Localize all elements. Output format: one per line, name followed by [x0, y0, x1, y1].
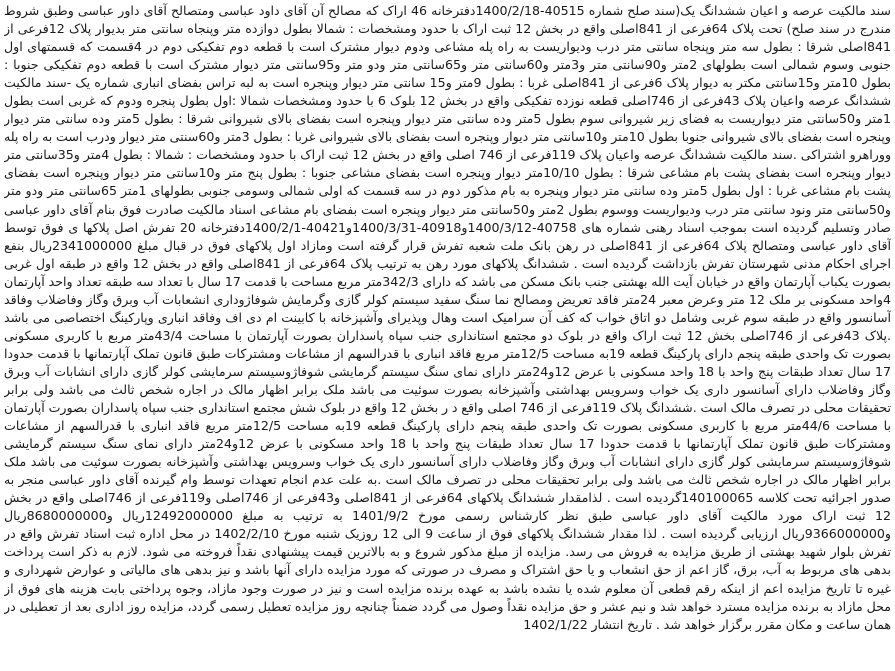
auction-notice-text: سند مالکیت عرصه و اعیان ششدانگ یک(سند صلح شماره 40515-1400/2/18دفترخانه 46 اراک که مصالح آن آقای داود عباسی ومتصالح آقای داور عباسی وطبق شروط مندرج در سند صلح) تحت پلاک 64فرعی از 841اصلی واقع در بخش 12 ثبت اراک با حدود ومشخصات : شمالا بطول دوازده متر وپنجاه سانتی متر بدیوار پلاک 12فرعی از 841اصلی شرقا : بطول سه متر وپنجاه سانتی متر درب ودیواریست به راه پله مشاعی ودوم دیوار مشترک است با قطعه دوم تفکیکی دوم در 4قسمت که قسمتهای اول جنوبی وسوم شمالی است بطولهای 2متر و90سانتی متر و3متر و60سانتی متر و65سانتی متر ودو متر و95سانتی متر دیوار مشترک است با قطعه دوم تفکیکی جنوبا : بطول 10متر و15سانتی مکتر به دیوار پلاک 6فرعی از 841اصلی غربا : بطول 9متر و15 سانتی متر دیوار وپنجره است به لبه تراس بفضای انباری شماره یک -سند مالکیت ششدانگ عرصه واعیان پلاک 43فرعی از 746اصلی قطعه نوزده تفکیکی واقع در بخش 12 بلوک 6 با حدود ومشخصات شمالا :اول بطول پنجره ودوم که غربی است بطول 1متر و50سانتی متر دیواریست به فضای زیر شیروانی سوم بطول 5متر وده سانتی متر دیوار وپنجره است بفضای بالای شیروانی شرقا : بطول 5متر وده سانتی متر دیوار وپنجره است بفضای بالای شیروانی جنوبا بطول 10متر و10سانتی متر دیوار وپنجره است بفضای بالای شیروانی غربا : بطول 3متر و60سنتی متر دیوار ودرب است به راه پله ووراهرو اشتراکی .سند مالکیت ششدانگ عرصه واعیان پلاک 119فرعی از 746 اصلی واقع در بخش 12 ثبت اراک با حدود ومشخصات : شمالا : بطول 4متر و35سانتی متر دیوار وپنجره است بفضای پشت بام مشاعی شرقا : بطول 10/10متر دیوار وپنجره است بفضای مشاعی جنوبا : بطول پنج متر و10سانتی متر دیوار وپنجره است بفضای پشت بام مشاعی غربا : اول بطول 5متر وده سانتی متر دیوار وپنجره به بام مذکور دوم در سه قسمت که اولی شمالی وسومی جنوبی بطولهای 1متر 65سانتی متر ودو متر و50سانتی متر ونود سانتی متر درب ودیواریست ووسوم بطول 2متر و50سانتی متر دیوار وپنجره است بفضای بام مشاعی اسناد مالکیت صادرت فوق بنام آقای داور عباسی صادر وتسلیم گردیده است بموجب اسناد رهنی شماره های 40758-1400/3/12و40918-1400/3/31و40421-1400/2/1دفترخانه 20 تفرش اصل پلاکها ی فوق توسط آقای داور عباسی ومتصالح پلاک 64فرعی از 841اصلی در رهن بانک ملت شعبه تفرش قرار گرفته است ومازاد اول پلاکهای فوق در قبال مبلغ 2341000000ریال بنفع اجرای احکام مدنی شهرستان تفرش بازداشت گردیده است . ششدانگ پلاکهای مورد رهن به ترتیب پلاک 64فرعی از 841اصلی واقع در بخش 12 واقع در طبقه اول غربی بصورت یکباب آپارتمان واقع در خیابان آیت الله بهشتی جنب بانک مسکن می باشد که دارای 342/3متر مربع مساحت با قدمت 17 سال با تعداد سه طبقه تعداد واحد آپارتمان 4واحد مسکونی بر ملک 12 متر وعرض معبر 24متر فاقد تعریض ومصالح نما سنگ سفید سیستم کولر گازی وگرمایش شوفاژوداری انشعابات آب وبرق وگاز وفاضلاب وفاقد آسانسور واقع در طبقه سوم غربی وشامل دو اتاق خواب که کف آن سرامیک است وهال وپذیرای وآشپزخانه با کابینت ام دی اف وفاقد انباری وپارکینگ اختصاصی می باشد .پلاک 43فرعی از 746اصلی بخش 12 ثبت اراک واقع در بلوک دو مجتمع استانداری جنب سپاه پاسداران بصورت آپارتمان با مساحت 43/4متر مربع با کاربری مسکونی بصورت تک واحدی طبقه پنجم دارای پارکینگ قطعه 19به مساحت 12/5متر مربع فاقد انباری با قدرالسهم از مشاعات ومشترکات طبق قانون تملک آپارتمانها با قدمت حدودا 17 سال تعداد طبقات پنج واحد با 18 واحد مسکونی با عرض 12و24متر دارای نمای سنگ سیستم گرمایشی شوفاژوسیستم سرمایشی کولر گازی دارای انشابات آب وبرق وگاز وفاضلاب دارای آسانسور داری یک خواب وسرویس بهداشتی وآشپزخانه بصورت سوئیت می باشد ملک برابر اظهار مالک در اجاره شخص ثالث می باشد ولی برابر تحقیقات محلی در تصرف مالک است .ششدانگ پلاک 119فرعی از 746 اصلی واقع د ر بخش 12 واقع در بلوک شش مجتمع استانداری جنب سپاه پاسداران بصورت آپارتمان با مساحت 44/6متر مربع با کاربری مسکونی بصورت تک واحدی طبقه پنجم دارای پارکینگ قطعه 19به مساحت 12/5متر مربع فاقد انباری با قدرالسهم از مشاعات ومشترکات طبق قانون تملک آپارتمانها با قدمت حدودا 17 سال تعداد طبقات پنج واحد با 18 واحد مسکونی با عرض 12و24متر دارای نمای سنگ سیستم گرمایشی شوفاژوسیستم سرمایشی کولر گازی دارای انشابات آب وبرق وگاز وفاضلاب دارای آسانسور داری یک خواب وسرویس بهداشتی وآشپزخانه بصورت سوئیت می باشد ملک برابر اظهار مالک در اجاره شخص ثالث می باشد ولی برابر تحقیقات محلی در تصرف مالک است .به علت عدم انجام تعهدات توسط وام گیرنده آقای داور عباسی منجر به صدور اجرائیه تحت کلاسه 140100065گردیده است . لذامقدار ششدانگ پلاکهای 64فرعی از 841اصلی و43فرعی از 746اصلی و119فرعی از 746اصلی واقع در بخش 12 ثبت اراک مورد مالکیت آقای داور عباسی طبق نظر کارشناس رسمی مورخ 1401/9/2 به ترتیب به مبلغ 12492000000ریال و8680000000ریال و9366000000ریال ارزیابی گردیده است . لذا مقدار ششدانگ پلاکهای فوق از ساعت 9 الی 12 روزیک شنبه مورخ 1402/2/10 در محل اداره ثبت اسناد تفرش واقع در تفرش بلوار شهید بهشتی از طریق مزایده به فروش می رسد. مزایده از مبلغ مذکور شروع و به بالاترین قیمت پیشنهادی نقداً فروخته می شود. لازم به ذکر است پرداخت بدهی های مربوط به آب، برق، گاز اعم از حق انشعاب و یا حق اشتراک و مصرف در صورتی که مورد مزایده دارای آنها باشد و نیز بدهی های مالیاتی و عوارض شهرداری و غیره تا تاریخ مزایده اعم از اینکه رقم قطعی آن معلوم شده یا نشده باشد به عهده برنده مزایده است و نیز در صورت وجود مازاد، وجوه پرداختی بابت هزینه های فوق از محل مازاد به برنده مزایده مسترد خواهد شد و نیم عشر و حق مزایده نقداً وصول می گردد ضمناً چنانچه روز مزایده تعطیل رسمی گردد، مزایده روز اداری بعد از تعطیلی در همان ساعت و مکان مقرر برگزار خواهد شد . تاریخ انتشار 1402/1/22 — [4, 3, 891, 632]
document-page — [4, 2, 891, 669]
